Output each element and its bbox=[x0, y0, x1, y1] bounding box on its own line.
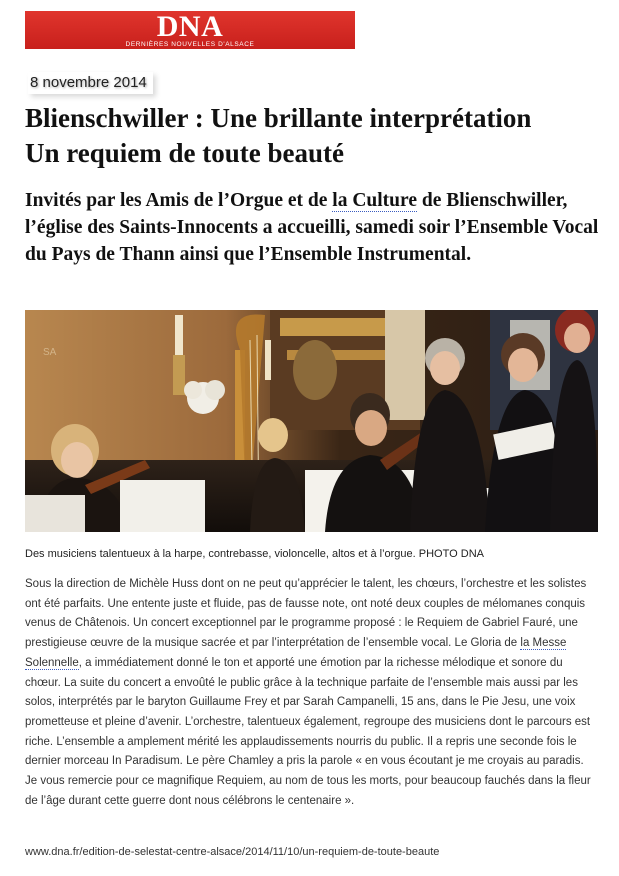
title-line-1: Blienschwiller : Une brillante interprétation bbox=[25, 103, 532, 133]
dna-logo[interactable] bbox=[25, 11, 355, 49]
photo-caption: Des musiciens talentueux à la harpe, contrebasse, violoncelle, altos et à l’orgue. PHOTO DNA bbox=[25, 548, 484, 560]
lead-text-start: Invités par les Amis de l’Orgue et de bbox=[25, 190, 333, 211]
logo-tagline: DERNIÈRES NOUVELLES D'ALSACE bbox=[125, 41, 255, 48]
body-text-end: , a immédiatement donné le ton et apporté une émotion par la richesse mélodique et sonore du chœur. La suite du concert a envoûté le public grâce à la technique parfaite de l’ensemble mais aussi par les solos, interprétés par le baryton Guillaume Frey et par Sarah Campanelli, 15 ans, dans le Pie Jesu, une voix prometteuse et pleine d’avenir. L’orchestre, talentueux également, regroupe des musiciens dont le parcours est riche. L’ensemble a amplement mérité les applaudissements nourris du public. Il a repris une seconde fois le dernier morceau In Paradisum. Le père Chamley a pris la parole « en vous écoutant je me croyais au paradis. Je vous remercie pour ce magnifique Requiem, au nom de tous les morts, pour beaucoup fauchés dans la fleur de l’âge durant cette guerre dont nous célébrons le centenaire ». bbox=[25, 656, 591, 807]
title-line-2: Un requiem de toute beauté bbox=[25, 138, 344, 168]
source-url: www.dna.fr/edition-de-selestat-centre-alsace/2014/11/10/un-requiem-de-toute-beaute bbox=[25, 846, 440, 858]
lead-text-end: de Blienschwiller, l’église des Saints-Innocents a accueilli, samedi soir l’Ensemble Vocal du Pays de Thann ainsi que l’Ensemble Instrumental. bbox=[25, 190, 599, 265]
body-link[interactable]: la Messe Solennelle bbox=[25, 637, 567, 669]
article-date: 8 novembre 2014 bbox=[28, 72, 153, 94]
article-body bbox=[25, 575, 599, 811]
body-text-start: Sous la direction de Michèle Huss dont on ne peut qu’apprécier le talent, les chœurs, l’orchestre et les solistes ont été parfaits. Une entente juste et fluide, pas de fausse note, ont noté deux couples de mélomanes conquis venus de Châtenois. Un concert exceptionnel par le programme proposé : le Requiem de Gabriel Fauré, une prestigieuse œuvre de la musique sacrée et par l’interprétation de l’ensemble vocal. Le Gloria de bbox=[25, 578, 587, 650]
concert-photo bbox=[25, 310, 598, 532]
article-lead bbox=[25, 187, 605, 268]
photo-watermark: SA bbox=[43, 347, 57, 358]
article-title bbox=[25, 101, 610, 171]
logo-wordmark: DNA bbox=[156, 10, 224, 43]
lead-link[interactable]: la Culture bbox=[332, 190, 417, 211]
